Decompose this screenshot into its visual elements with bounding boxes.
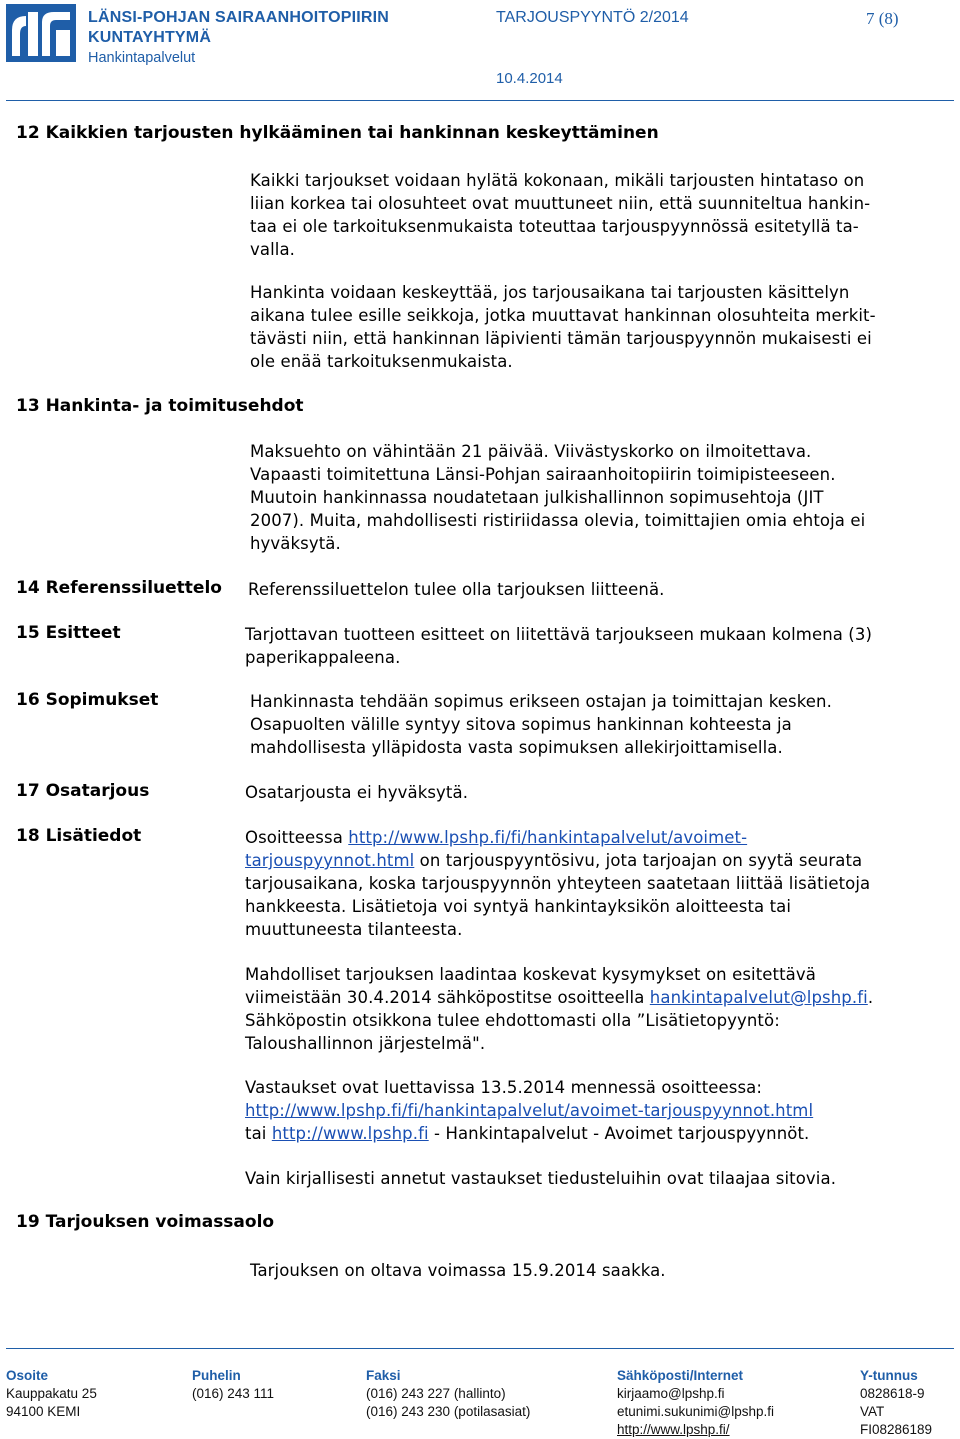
text-line: hankkeesta. Lisätietoja voi syntyä hankintayksikön aloitteesta tai (245, 897, 792, 916)
text-line: Kaikki tarjoukset voidaan hylätä kokonaan, mikäli tarjousten hintataso on (250, 171, 865, 190)
homepage-link[interactable]: http://www.lpshp.fi (271, 1124, 429, 1143)
footer-email-internet (617, 1367, 774, 1439)
email-link[interactable]: hankintapalvelut@lpshp.fi (649, 988, 868, 1007)
section-12-paragraph-1 (250, 169, 870, 261)
footer-line: kirjaamo@lpshp.fi (617, 1386, 725, 1401)
text-span: . (867, 988, 874, 1007)
section-18-paragraph-3 (245, 1076, 813, 1145)
footer-divider (6, 1348, 954, 1349)
section-12-heading: 12 Kaikkien tarjousten hylkääminen tai hankinnan keskeyttäminen (16, 123, 659, 143)
text-line: paperikappaleena. (245, 648, 401, 667)
text-line (245, 1099, 813, 1122)
section-18-paragraph-1 (245, 826, 870, 941)
text-line: Hankinnasta tehdään sopimus erikseen ostajan ja toimittajan kesken. (250, 692, 832, 711)
footer-business-id (860, 1367, 932, 1439)
footer-phone (192, 1367, 274, 1403)
text-line (245, 986, 873, 1009)
text-line: hyväksytä. (250, 534, 341, 553)
footer-web-link[interactable]: http://www.lpshp.fi/ (617, 1422, 730, 1437)
text-line: Maksuehto on vähintään 21 päivää. Viivästyskorko on ilmoitettava. (250, 442, 812, 461)
section-13-heading: 13 Hankinta- ja toimitusehdot (16, 396, 304, 416)
text-line: ole enää tarkoituksenmukaista. (250, 352, 513, 371)
org-unit: Hankintapalvelut (88, 50, 196, 66)
lisatiedot-link[interactable]: http://www.lpshp.fi/fi/hankintapalvelut/avoimet- (348, 828, 748, 847)
section-17-text: Osatarjousta ei hyväksytä. (245, 783, 469, 802)
logo-emblem-icon (6, 4, 76, 62)
text-line (245, 1122, 813, 1145)
section-19-heading: 19 Tarjouksen voimassaolo (16, 1212, 275, 1232)
lisatiedot-link-continued[interactable]: tarjouspyynnot.html (245, 851, 415, 870)
page-number: 7 (8) (866, 9, 899, 28)
footer-address (6, 1367, 97, 1421)
text-line: liian korkea tai olosuhteet ovat muuttuneet niin, että suunniteltua hankin- (250, 194, 871, 213)
text-line: Vapaasti toimitettuna Länsi-Pohjan sairaanhoitopiirin toimipisteeseen. (250, 465, 836, 484)
text-line: Vastaukset ovat luettavissa 13.5.2014 mennessä osoitteessa: (245, 1078, 763, 1097)
logo (6, 4, 76, 62)
text-line (245, 849, 870, 872)
section-17-heading: 17 Osatarjous (16, 781, 150, 801)
text-line: Tarjottavan tuotteen esitteet on liitettävä tarjoukseen mukaan kolmena (3) (245, 625, 872, 644)
document-title: TARJOUSPYYNTÖ 2/2014 (496, 9, 689, 26)
text-line: Osapuolten välille syntyy sitova sopimus hankinnan kohteesta ja (250, 715, 792, 734)
text-span: - Hankintapalvelut - Avoimet tarjouspyynnöt. (428, 1124, 810, 1143)
text-line: Sähköpostin otsikkona tulee ehdottomasti olla ”Lisätietopyyntö: (245, 1011, 780, 1030)
text-span: tai (245, 1124, 272, 1143)
section-19-text: Tarjouksen on oltava voimassa 15.9.2014 saakka. (250, 1261, 666, 1280)
text-line: tarjousaikana, koska tarjouspyynnön yhteyteen saatetaan liittää lisätietoja (245, 874, 871, 893)
section-18-heading: 18 Lisätiedot (16, 826, 142, 846)
text-line: 2007). Muita, mahdollisesti ristiriidassa olevia, toimittajien omia ehtoja ei (250, 511, 866, 530)
section-14-heading: 14 Referenssiluettelo (16, 578, 222, 598)
org-name-line2: KUNTAYHTYMÄ (88, 29, 212, 46)
org-name-line1: LÄNSI-POHJAN SAIRAANHOITOPIIRIN (88, 9, 390, 26)
text-line: Taloushallinnon järjestelmä". (245, 1034, 486, 1053)
text-span: Osoitteessa (245, 828, 349, 847)
text-line: taa ei ole tarkoituksenmukaista toteuttaa tarjouspyynnössä esitetyllä ta- (250, 217, 859, 236)
footer-line: Kauppakatu 25 (6, 1386, 97, 1401)
section-15-paragraph (245, 623, 872, 669)
footer-email-title: Sähköposti/Internet (617, 1368, 744, 1383)
section-18-paragraph-4: Vain kirjallisesti annetut vastaukset tiedusteluihin ovat tilaajaa sitovia. (245, 1169, 837, 1188)
text-span: on tarjouspyyntösivu, jota tarjoajan on syytä seurata (414, 851, 863, 870)
answers-link[interactable]: http://www.lpshp.fi/fi/hankintapalvelut/avoimet-tarjouspyynnot.html (245, 1101, 814, 1120)
text-line: Muutoin hankinnassa noudatetaan julkishallinnon sopimusehtoja (JIT (250, 488, 824, 507)
footer-line: (016) 243 111 (192, 1386, 275, 1401)
section-16-heading: 16 Sopimukset (16, 690, 159, 710)
section-16-paragraph (250, 690, 832, 759)
text-span: viimeistään 30.4.2014 sähköpostitse osoitteella (245, 988, 650, 1007)
footer-line: (016) 243 227 (hallinto) (366, 1386, 506, 1401)
footer-phone-title: Puhelin (192, 1368, 241, 1383)
footer-line: VAT (860, 1404, 885, 1419)
text-line: mahdollisesta ylläpidosta vasta sopimuksen allekirjoittamisella. (250, 738, 783, 757)
section-12-paragraph-2 (250, 281, 876, 373)
text-line: valla. (250, 240, 296, 259)
section-15-heading: 15 Esitteet (16, 623, 121, 643)
text-line: tävästi niin, että hankinnan läpivienti tämän tarjouspyynnön mukaisesti ei (250, 329, 872, 348)
footer-line: FI08286189 (860, 1422, 933, 1437)
text-line: Mahdolliset tarjouksen laadintaa koskevat kysymykset on esitettävä (245, 965, 816, 984)
footer-line: 94100 KEMI (6, 1404, 81, 1419)
footer-line: (016) 243 230 (potilasasiat) (366, 1404, 531, 1419)
footer-line: etunimi.sukunimi@lpshp.fi (617, 1404, 775, 1419)
section-14-text: Referenssiluettelon tulee olla tarjouksen liitteenä. (248, 580, 665, 599)
footer-line: 0828618-9 (860, 1386, 925, 1401)
footer-fax-title: Faksi (366, 1368, 401, 1383)
footer-business-id-title: Y-tunnus (860, 1368, 918, 1383)
section-13-paragraph (250, 440, 865, 555)
text-line: aikana tulee esille seikkoja, jotka muuttavat hankinnan olosuhteita merkit- (250, 306, 876, 325)
text-line: Hankinta voidaan keskeyttää, jos tarjousaikana tai tarjousten käsittelyn (250, 283, 850, 302)
header-divider (6, 100, 954, 101)
footer-address-title: Osoite (6, 1368, 49, 1383)
text-line: muuttuneesta tilanteesta. (245, 920, 463, 939)
section-18-paragraph-2 (245, 963, 873, 1055)
text-line (245, 826, 870, 849)
document-date: 10.4.2014 (496, 70, 563, 87)
footer-fax (366, 1367, 530, 1421)
